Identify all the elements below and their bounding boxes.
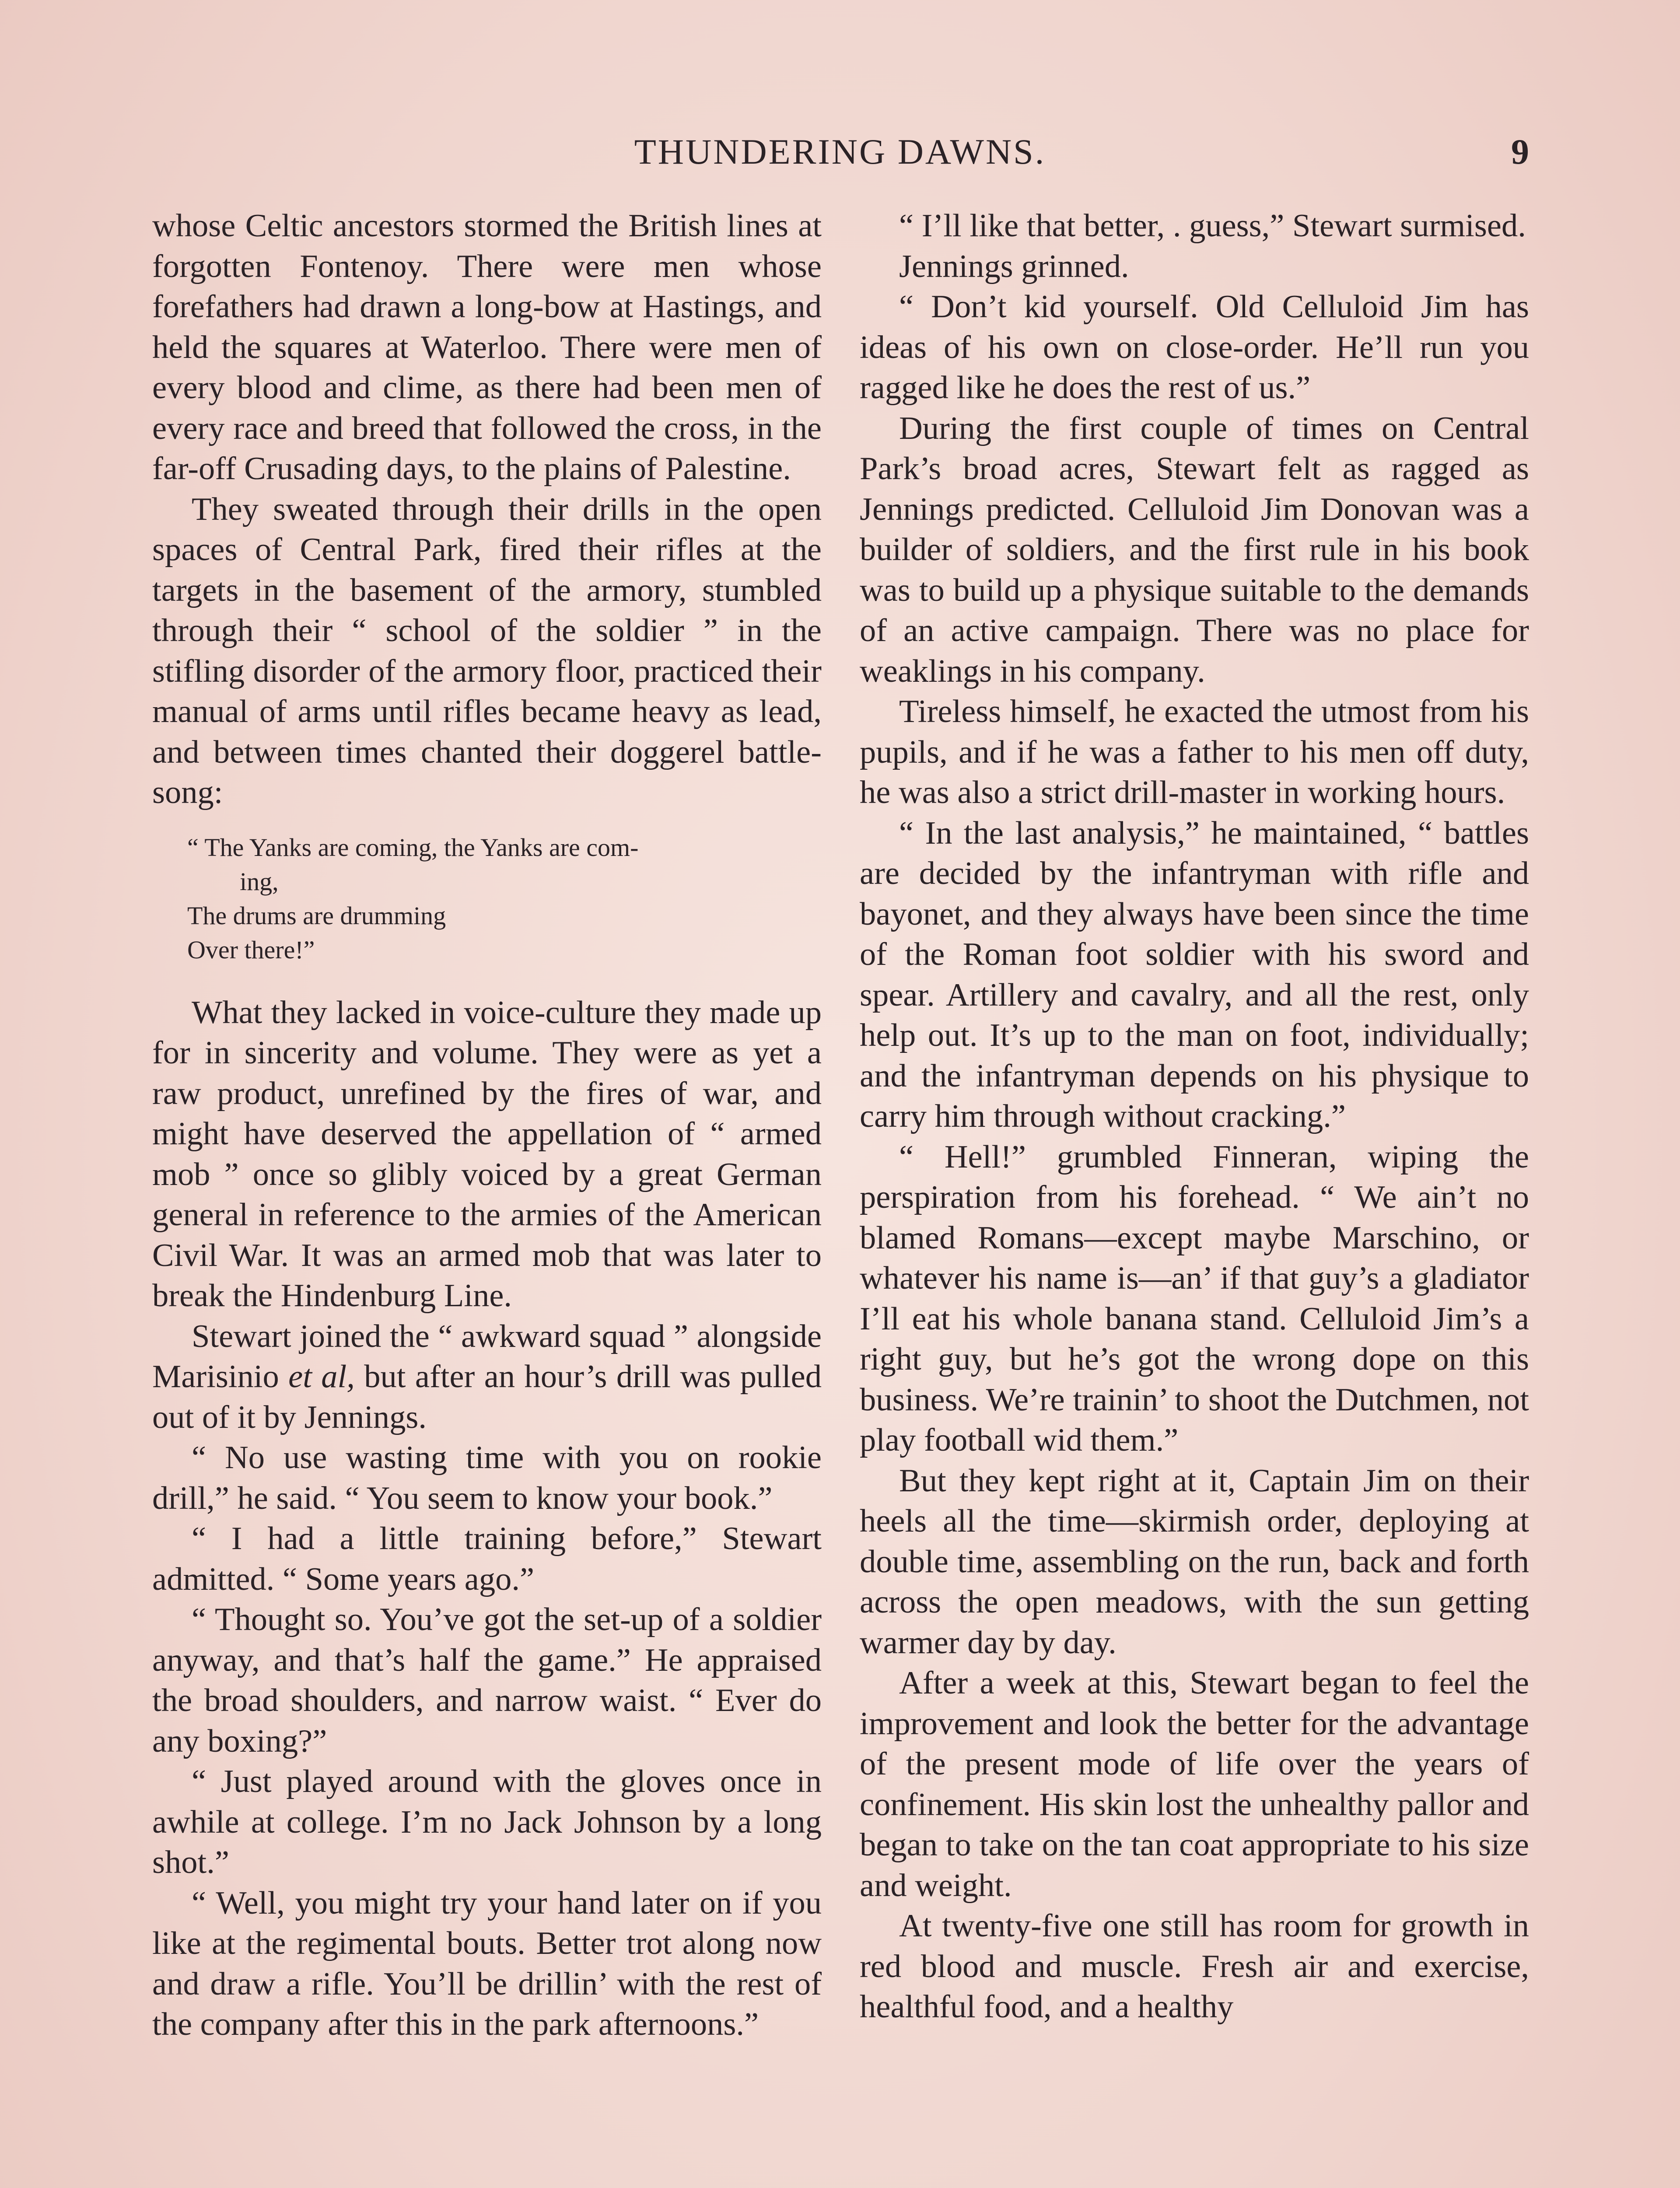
paragraph: “ I had a little training before,” Stewart admitted. “ Some years ago.” <box>152 1521 822 1597</box>
verse-line: The drums are drumming <box>187 901 446 930</box>
paragraph: What they lacked in voice-culture they made up for in sincerity and volume. They were as yet a raw product, unrefined by the fires of war, and might have deserved the appellation of “ armed mob ” once so glibly voiced by a great German general in reference to the armies of the American Civil War. It was an armed mob that was later to break the Hindenburg Line. <box>152 994 822 1314</box>
paragraph: “ Hell!” grumbled Finneran, wiping the perspiration from his forehead. “ We ain’t no blamed Romans—except maybe Marschino, or whatever his name is—an’ if that guy’s a gladiator I’ll eat his whole banana stand. Celluloid Jim’s a right guy, but he’s got the wrong dope on this business. We’re trainin’ to shoot the Dutchmen, not play football wid them.” <box>860 1139 1529 1458</box>
paragraph: “ Well, you might try your hand later on if you like at the regimental bouts. Better trot along now and draw a rifle. You’ll be drillin’ with the rest of the company after this in the park afternoons.” <box>152 1885 822 2042</box>
paragraph: Tireless himself, he exacted the utmost from his pupils, and if he was a father to his men off duty, he was also a strict drill-master in working hours. <box>860 694 1529 810</box>
text-run: Stewart joined the “ awkward squad ” alongside Marisinio <box>152 1318 822 1395</box>
paragraph: At twenty-five one still has room for growth in red blood and muscle. Fresh air and exercise, healthful food, and a healthy <box>860 1908 1529 2025</box>
song-verse <box>187 831 822 967</box>
paragraph: whose Celtic ancestors stormed the British lines at forgotten Fontenoy. There were men whose forefathers had drawn a long-bow at Hastings, and held the squares at Waterloo. There were men of every blood and clime, as there had been men of every race and breed that followed the cross, in the far-off Crusading days, to the plains of Palestine. <box>152 208 822 487</box>
page-header <box>151 131 1529 175</box>
right-column <box>860 206 1529 2188</box>
paragraph: “ In the last analysis,” he maintained, “ battles are decided by the infantryman with rifle and bayonet, and they always have been since the time of the Roman foot soldier with his sword and spear. Artillery and cavalry, and all the rest, only help out. It’s up to the man on foot, individually; and the infantryman depends on his physique to carry him through without cracking.” <box>860 815 1529 1134</box>
verse-line: Over there!” <box>187 935 315 964</box>
paragraph <box>152 1316 822 1438</box>
paragraph: “ Don’t kid yourself. Old Celluloid Jim has ideas of his own on close-order. He’ll run you ragged like he does the rest of us.” <box>860 289 1529 406</box>
paragraph: “ Thought so. You’ve got the set-up of a soldier anyway, and that’s half the game.” He appraised the broad shoulders, and narrow waist. “ Ever do any boxing?” <box>152 1602 822 1759</box>
left-column <box>152 206 822 2188</box>
paragraph: During the first couple of times on Central Park’s broad acres, Stewart felt as ragged as Jennings predicted. Celluloid Jim Donovan was a builder of soldiers, and the first rule in his book was to build up a physique suitable to the demands of an active campaign. There was no place for weaklings in his company. <box>860 410 1529 689</box>
paragraph: Jennings grinned. <box>899 248 1129 284</box>
verse-line: “ The Yanks are coming, the Yanks are com- <box>187 833 639 862</box>
paragraph: “ No use wasting time with you on rookie drill,” he said. “ You seem to know your book.” <box>152 1440 822 1516</box>
paragraph: “ I’ll like that better, . guess,” Stewart surmised. <box>899 208 1526 244</box>
page-number: 9 <box>1511 132 1529 172</box>
paragraph: After a week at this, Stewart began to feel the improvement and look the better for the advantage of the present mode of life over the years of confinement. His skin lost the unhealthy pallor and began to take on the tan coat appropriate to his size and weight. <box>860 1665 1529 1904</box>
text-run: but after an hour’s drill was pulled out of it by Jennings. <box>152 1359 822 1435</box>
verse-line: ing, <box>240 867 279 896</box>
paragraph: But they kept right at it, Captain Jim on their heels all the time—skirmish order, deploying at double time, assembling on the run, back and forth across the open meadows, with the sun getting warmer day by day. <box>860 1462 1529 1661</box>
running-head: THUNDERING DAWNS. <box>634 132 1046 172</box>
italic-text: et al, <box>288 1359 355 1395</box>
paragraph: They sweated through their drills in the open spaces of Central Park, fired their rifles at the targets in the basement of the armory, stumbled through their “ school of the soldier ” in the stifling disorder of the armory floor, practiced their manual of arms until rifles became heavy as lead, and between times chanted their doggerel battle-song: <box>152 491 822 810</box>
paragraph: “ Just played around with the gloves once in awhile at college. I’m no Jack Johnson by a long shot.” <box>152 1764 822 1880</box>
